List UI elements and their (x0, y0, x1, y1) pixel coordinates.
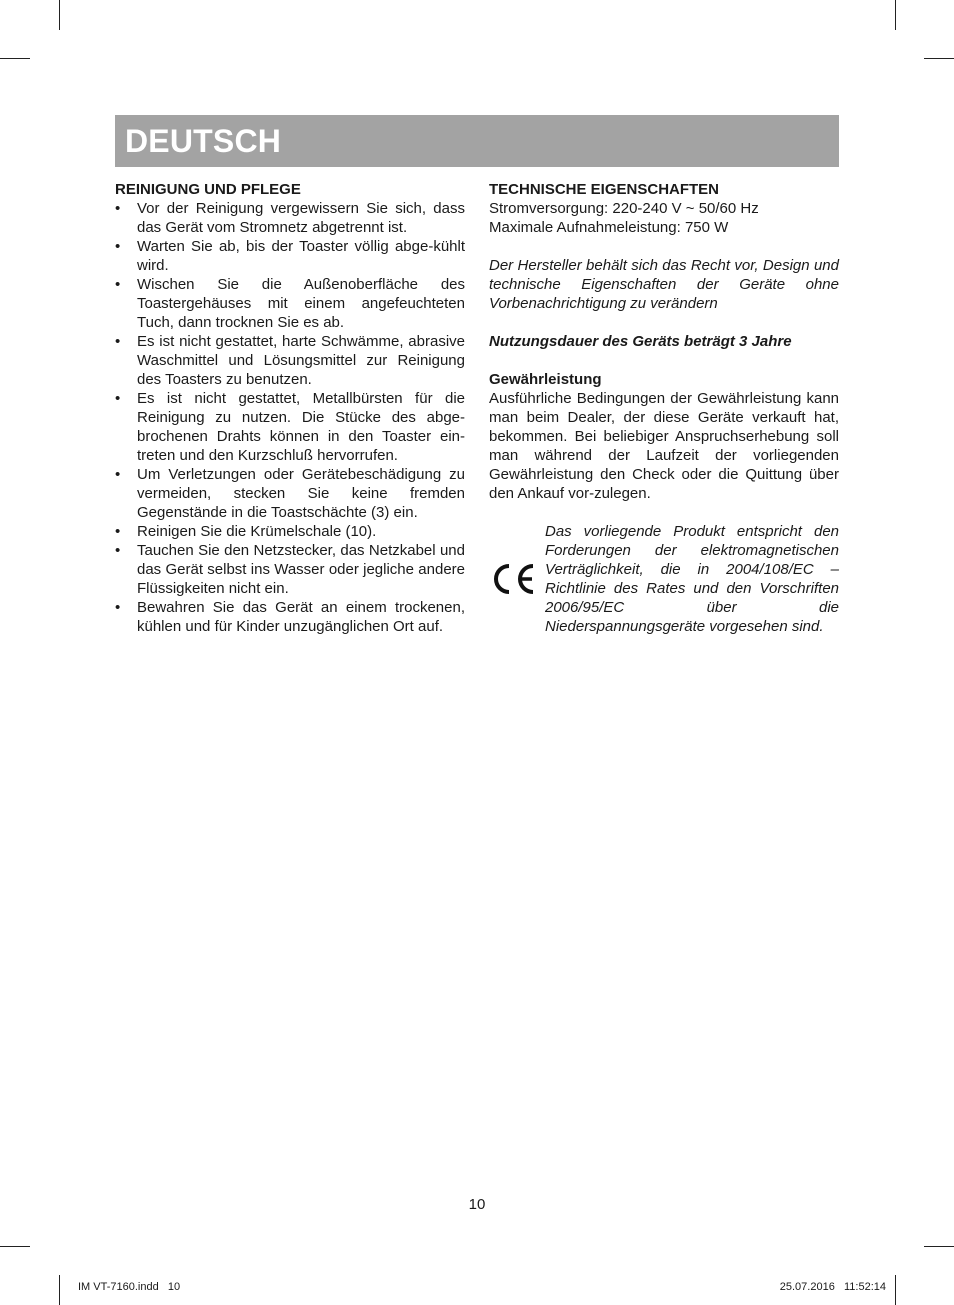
lifetime-note: Nutzungsdauer des Geräts beträgt 3 Jahre (489, 333, 792, 350)
language-banner (115, 115, 839, 167)
list-item: • Es ist nicht gestattet, Metallbürsten für die Reinigung zu nutzen. Die Stücke des abge-brochenen Drahts können in den Toaster ein-treten und den Kurzschluß hervorrufen. (115, 389, 465, 465)
crop-mark (0, 58, 30, 59)
list-item: • Reinigen Sie die Krümelschale (10). (115, 522, 465, 541)
list-item: • Um Verletzungen oder Gerätebeschädigung zu vermeiden, stecken Sie keine fremden Gegenstände in die Toastschächte (3) ein. (115, 465, 465, 522)
crop-mark (59, 1275, 60, 1305)
list-item: • Bewahren Sie das Gerät an einem trockenen, kühlen und für Kinder unzugänglichen Ort auf. (115, 598, 465, 636)
language-title: DEUTSCH (125, 123, 282, 159)
ce-mark-icon (489, 562, 537, 596)
list-item: • Wischen Sie die Außenoberfläche des Toastergehäuses mit einem angefeuchteten Tuch, dann trocknen Sie es ab. (115, 275, 465, 332)
footer-timestamp: 25.07.2016 11:52:14 (779, 1281, 886, 1293)
cleaning-heading: REINIGUNG UND PFLEGE (115, 181, 301, 198)
crop-mark (924, 1246, 954, 1247)
cleaning-section (115, 180, 465, 636)
crop-mark (0, 1246, 30, 1247)
crop-mark (924, 58, 954, 59)
disclaimer: Der Hersteller behält sich das Recht vor, Design und technische Eigenschaften der Geräte ohne Vorbenachrichtigung zu verändern (489, 257, 839, 312)
warranty-text: Ausführliche Bedingungen der Gewährleistung kann man beim Dealer, der diese Geräte verkauft hat, bekommen. Bei beliebiger Anspruchserhebung soll man während der Laufzeit der vorliegenden Gewährleistung den Check oder die Quittung über den Ankauf vor-zulegen. (489, 390, 839, 502)
list-item: • Tauchen Sie den Netzstecker, das Netzkabel und das Gerät selbst ins Wasser oder jegliche andere Flüssigkeiten nicht ein. (115, 541, 465, 598)
list-item: • Warten Sie ab, bis der Toaster völlig abge-kühlt wird. (115, 237, 465, 275)
specs-heading: TECHNISCHE EIGENSCHAFTEN (489, 181, 720, 198)
page-number: 10 (468, 1196, 486, 1213)
ce-conformity (489, 522, 839, 642)
crop-mark (895, 1275, 896, 1305)
max-power: Maximale Aufnahmeleistung: 750 W (489, 219, 729, 236)
list-item: • Vor der Reinigung vergewissern Sie sich, dass das Gerät vom Stromnetz abgetrennt ist. (115, 199, 465, 237)
cleaning-list (115, 199, 465, 636)
footer-file: IM VT-7160.indd 10 (78, 1281, 181, 1293)
crop-mark (59, 0, 60, 30)
power-supply: Stromversorgung: 220-240 V ~ 50/60 Hz (489, 200, 759, 217)
list-item: • Es ist nicht gestattet, harte Schwämme, abrasive Waschmittel und Lösungsmittel zur Reinigung des Toasters zu benutzen. (115, 332, 465, 389)
ce-text: Das vorliegende Produkt entspricht den Forderungen der elektromagnetischen Verträglichkeit, die in 2004/108/EC – Richtlinie des Rates und den Vorschriften 2006/95/EC über die Niederspannungsgeräte vorgesehen sind. (545, 523, 839, 635)
crop-mark (895, 0, 896, 30)
specs-section (489, 180, 839, 642)
warranty-heading: Gewährleistung (489, 371, 602, 388)
